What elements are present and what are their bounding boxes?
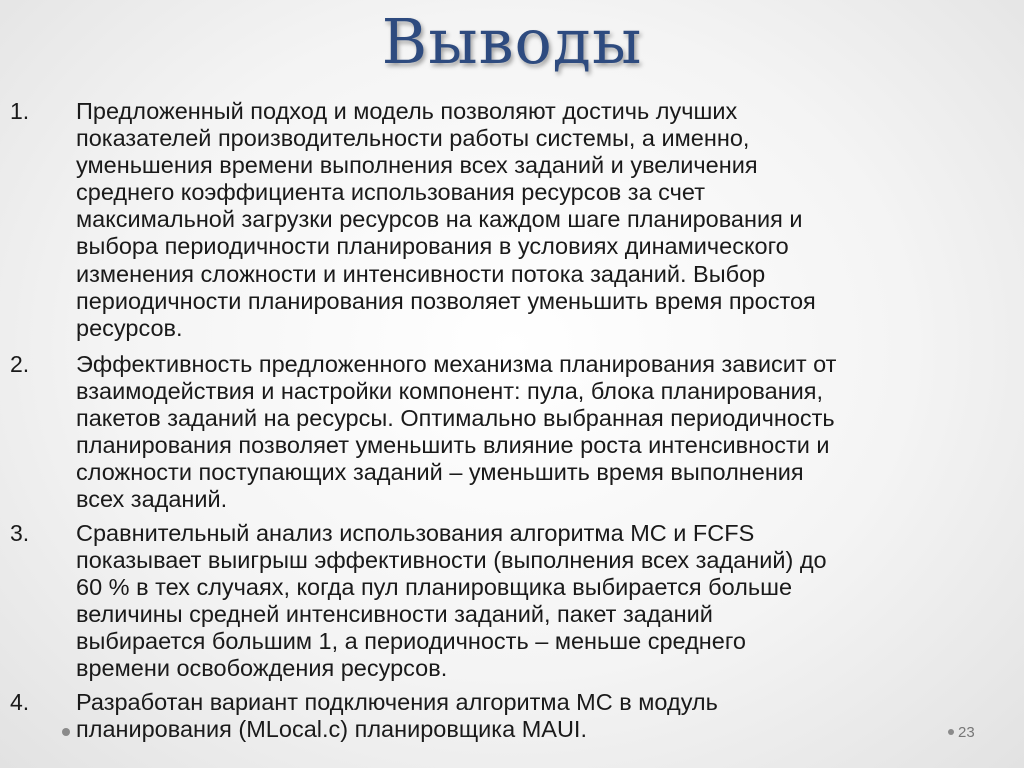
slide-number: 23 [958,724,975,741]
item-number: 4. [10,689,30,715]
item-text: Эффективность предложенного механизма планирования зависит от взаимодействия и настройки компонент: пула, блока планирования, пакетов заданий на ресурсы. Оптимально выбранная периодичность планирования позволяет уменьшить влияние роста интенсивности и сложности поступающих заданий – уменьшить время выполнения всех заданий. [76,351,837,513]
item-number: 3. [10,520,30,546]
item-text: Предложенный подход и модель позволяют достичь лучших показателей производительности работы системы, а именно, уменьшения времени выполнения всех заданий и увеличения среднего коэффициента использования ресурсов за счет максимальной загрузки ресурсов на каждом шаге планирования и выбора периодичности планирования в условиях динамического изменения сложности и интенсивности потока заданий. Выбор периодичности планирования позволяет уменьшить время простоя ресурсов. [76,98,816,341]
item-number: 1. [10,98,30,124]
slide-title: Выводы [381,5,643,78]
item-text: Разработан вариант подключения алгоритма МС в модуль планирования (MLocal.c) планировщика MAUI. [76,689,718,743]
item-number: 2. [10,351,30,377]
bullet-dot-icon [62,728,70,736]
item-text: Сравнительный анализ использования алгоритма МС и FCFS показывает выигрыш эффективности (выполнения всех заданий) до 60 % в тех случаях, когда пул планировщика выбирается больше величины средней интенсивности заданий, пакет заданий выбирается большим 1, а периодичность – меньше среднего времени освобождения ресурсов. [76,520,827,682]
bullet-dot-icon [948,729,954,735]
